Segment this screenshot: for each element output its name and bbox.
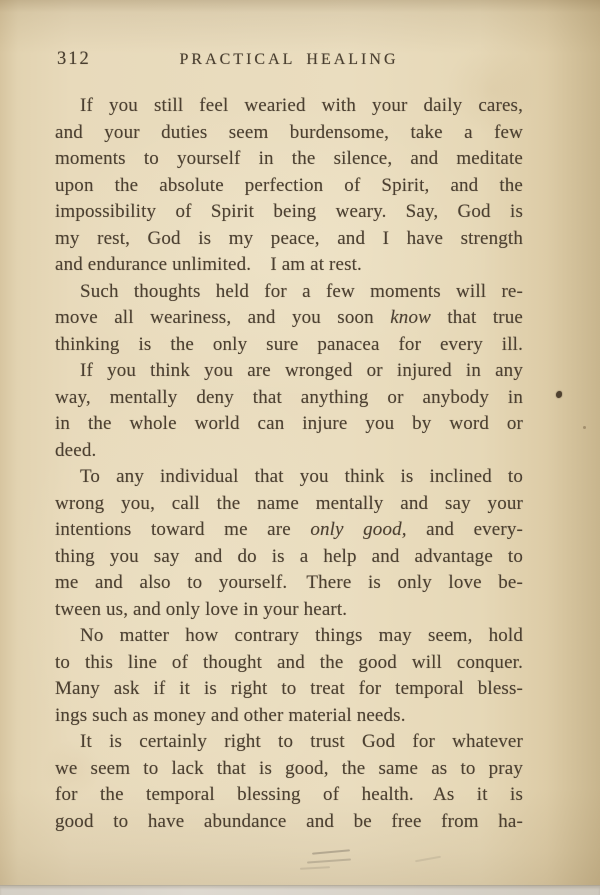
- paragraph: [55, 279, 523, 359]
- text-line: [55, 411, 523, 438]
- text-line: [55, 544, 523, 571]
- body-text-segment: thinking is the only sure panacea for every ill.: [55, 333, 523, 355]
- body-text-segment: that true: [430, 307, 523, 328]
- body-text-segment: impossibility of Spirit being weary. Say, God is: [55, 201, 523, 222]
- text-line: [55, 729, 523, 756]
- text-line: [55, 226, 523, 253]
- paragraph: [55, 623, 523, 729]
- body-text-segment: good to have abundance and be free from ha-: [55, 810, 523, 832]
- text-line: [55, 809, 523, 836]
- text-line: [55, 491, 523, 518]
- page-header: [55, 48, 523, 72]
- body-text-segment: Many ask if it is right to treat for temporal bless-: [55, 678, 523, 699]
- body-text-segment: move all weariness, and you soon: [55, 307, 391, 328]
- ink-speck-small: [583, 426, 586, 429]
- body-text-segment: If you still feel wearied with your daily cares,: [80, 95, 523, 116]
- text-line: [55, 650, 523, 677]
- paragraph: [55, 464, 523, 623]
- text-line: [55, 358, 523, 385]
- body-text-segment: moments to yourself in the silence, and meditate: [55, 148, 523, 169]
- text-line: [55, 305, 523, 332]
- pencil-mark: [307, 858, 351, 863]
- paragraph: [55, 358, 523, 464]
- text-line: [55, 332, 523, 359]
- text-line: [55, 597, 523, 624]
- page-number: 312: [57, 49, 91, 69]
- pencil-smudge: [415, 856, 441, 862]
- text-line: [55, 756, 523, 783]
- text-line: [55, 676, 523, 703]
- text-line: [55, 703, 523, 730]
- body-text-segment: ings such as money and other material needs.: [55, 704, 406, 726]
- body-text-segment: way, mentally deny that anything or anybody in: [55, 386, 523, 408]
- body-text-segment: No matter how contrary things may seem, hold: [80, 625, 523, 646]
- body-text-segment: my rest, God is my peace, and I have strength: [55, 227, 523, 249]
- text-line: [55, 146, 523, 173]
- page-body: [55, 93, 523, 835]
- text-line: [55, 517, 523, 544]
- text-line: [55, 570, 523, 597]
- text-line: [55, 120, 523, 147]
- body-text-segment: Such thoughts held for a few moments will re-: [80, 280, 523, 302]
- text-line: [55, 782, 523, 809]
- text-line: [55, 464, 523, 491]
- text-line: [55, 385, 523, 412]
- body-text-segment: and every-: [406, 519, 523, 540]
- text-line: [55, 199, 523, 226]
- paragraph: [55, 93, 523, 279]
- italic-text: know: [390, 307, 431, 328]
- body-text-segment: wrong you, call the name mentally and say your: [55, 492, 523, 514]
- body-text-segment: To any individual that you think is inclined to: [80, 466, 523, 487]
- body-text-segment: we seem to lack that is good, the same as to pray: [55, 757, 523, 779]
- text-line: [55, 438, 523, 465]
- pencil-mark: [312, 849, 350, 854]
- body-text-segment: tween us, and only love in your heart.: [55, 598, 348, 620]
- text-line: [55, 173, 523, 200]
- text-line: [55, 279, 523, 306]
- text-line: [55, 252, 523, 279]
- body-text-segment: deed.: [55, 439, 97, 461]
- body-text-segment: in the whole world can injure you by word or: [55, 413, 523, 434]
- page-bottom-edge: [0, 885, 600, 895]
- body-text-segment: and endurance unlimited. I am at rest.: [55, 254, 362, 275]
- body-text-segment: If you think you are wronged or injured in any: [80, 360, 523, 381]
- body-text-segment: upon the absolute perfection of Spirit, and the: [55, 174, 523, 196]
- body-text-segment: It is certainly right to trust God for whatever: [80, 731, 523, 752]
- running-title: PRACTICAL HEALING: [179, 51, 399, 68]
- body-text-segment: and your duties seem burdensome, take a few: [55, 121, 523, 143]
- text-line: [55, 623, 523, 650]
- pencil-smudge: [300, 866, 330, 870]
- italic-text: only good,: [310, 519, 407, 540]
- body-text-segment: for the temporal blessing of health. As it is: [55, 784, 523, 805]
- body-text-segment: to this line of thought and the good will conquer.: [55, 651, 523, 673]
- body-text-segment: me and also to yourself. There is only love be-: [55, 572, 523, 593]
- ink-speck: [556, 391, 562, 398]
- text-line: [55, 93, 523, 120]
- body-text-segment: intentions toward me are: [55, 519, 311, 540]
- paragraph: [55, 729, 523, 835]
- body-text-segment: thing you say and do is a help and advantage to: [55, 545, 523, 567]
